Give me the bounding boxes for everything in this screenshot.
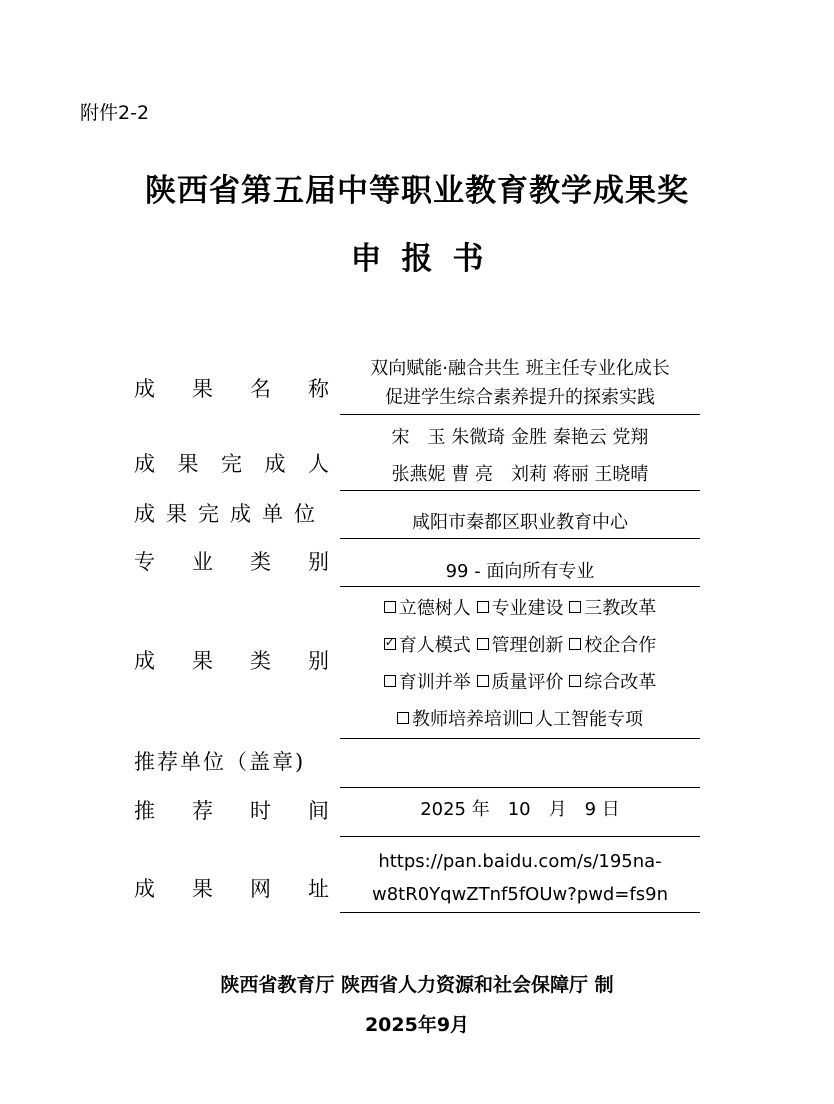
category-row (340, 701, 700, 738)
category-option-zhiliang[interactable] (477, 672, 564, 693)
label-char: 果 (192, 377, 213, 401)
document-subtitle: 申报书 (350, 241, 504, 277)
recommending-unit-label (134, 746, 329, 776)
label-char: 类 (250, 550, 271, 574)
category-row (340, 664, 700, 701)
option-label: 三教改革 (584, 598, 657, 619)
achievement-url-value[interactable] (340, 843, 700, 913)
label-char: 荐 (192, 799, 213, 823)
checkbox-icon[interactable] (384, 675, 396, 687)
issuer-footer: 陕西省教育厅 陕西省人力资源和社会保障厅 制 (220, 974, 614, 996)
issue-date: 2025年9月 (364, 1014, 470, 1036)
underline (340, 836, 700, 837)
underline (340, 787, 700, 788)
label-char: 别 (308, 550, 329, 574)
label-char: 类 (250, 649, 271, 673)
underline (340, 912, 700, 913)
option-label: 综合改革 (584, 672, 657, 693)
underline (340, 414, 700, 415)
underline (340, 738, 700, 739)
category-option-sanjiao[interactable] (569, 598, 656, 619)
label-char: 推 (134, 799, 155, 823)
checkbox-icon[interactable] (397, 712, 409, 724)
achievement-url-label (134, 873, 329, 903)
completers-line: 宋 玉 朱微琦 金胜 秦艳云 党翔 (391, 427, 649, 448)
achievement-url-line[interactable]: w8tR0YqwZTnf5fOUw?pwd=fs9n (371, 884, 669, 905)
label-char: 果 (192, 649, 213, 673)
label-char: 别 (308, 649, 329, 673)
completers-label (134, 448, 329, 478)
attachment-label: 附件2-2 (80, 102, 150, 124)
category-option-jiaoshi[interactable] (397, 709, 520, 730)
label-char: 完 (221, 452, 242, 476)
document-title: 陕西省第五届中等职业教育教学成果奖 (145, 173, 689, 209)
recommend-time-label (134, 795, 329, 825)
option-label: 管理创新 (491, 635, 564, 656)
category-option-zonghe[interactable] (569, 672, 656, 693)
checkbox-icon[interactable] (384, 601, 396, 613)
achievement-category-options (340, 590, 700, 738)
achievement-url-line[interactable]: https://pan.baidu.com/s/195na- (378, 851, 662, 872)
achievement-name-value (340, 350, 700, 416)
label-char: 网 (250, 877, 271, 901)
major-category-label (134, 546, 329, 576)
achievement-name-line: 双向赋能·融合共生 班主任专业化成长 (370, 358, 670, 379)
option-label: 人工智能专项 (535, 709, 643, 730)
checkbox-icon[interactable] (477, 638, 489, 650)
option-label: 质量评价 (491, 672, 564, 693)
label-char: 成 (134, 877, 155, 901)
underline (340, 586, 700, 587)
label-char: 成 (264, 452, 286, 476)
label-char: 称 (308, 377, 329, 401)
category-row (340, 627, 700, 664)
completing-unit-label (134, 498, 329, 528)
label-char: 专 (134, 550, 155, 574)
category-option-guanli[interactable] (477, 635, 564, 656)
major-category-value: 99 - 面向所有专业 (445, 561, 595, 582)
recommending-unit-label-text: 推荐单位（盖章) (134, 750, 306, 774)
label-char: 成 (134, 649, 155, 673)
label-char: 业 (192, 550, 213, 574)
checkbox-icon[interactable] (477, 675, 489, 687)
label-char: 人 (308, 452, 329, 476)
label-char: 时 (250, 799, 271, 823)
category-option-ai[interactable] (520, 709, 643, 730)
achievement-name-line: 促进学生综合素养提升的探索实践 (385, 387, 655, 408)
label-char: 址 (308, 877, 329, 901)
achievement-name-label (134, 373, 329, 403)
achievement-category-label (134, 645, 329, 675)
category-option-lide[interactable] (384, 598, 471, 619)
option-label: 教师培养培训 (412, 709, 520, 730)
label-char: 成 (134, 377, 155, 401)
underline (340, 490, 700, 491)
option-label: 育训并举 (398, 672, 471, 693)
checkbox-checked-icon[interactable] (384, 638, 396, 650)
option-label: 立德树人 (398, 598, 471, 619)
option-label: 育人模式 (398, 635, 471, 656)
category-row (340, 590, 700, 627)
label-char: 间 (308, 799, 329, 823)
category-option-yuxun[interactable] (384, 672, 471, 693)
label-char: 果 (177, 452, 199, 476)
label-char: 成 (134, 452, 155, 476)
checkbox-icon[interactable] (477, 601, 489, 613)
completers-value (340, 419, 700, 493)
category-option-zhuanye[interactable] (477, 598, 564, 619)
option-label: 专业建设 (491, 598, 564, 619)
completing-unit-label-text: 成果完成单位 (134, 502, 326, 526)
completers-line: 张燕妮 曹 亮 刘莉 蒋丽 王晓晴 (391, 464, 649, 485)
recommend-time-value: 2025 年 10 月 9 日 (420, 799, 620, 820)
category-option-xiaoqi[interactable] (569, 635, 656, 656)
checkbox-icon[interactable] (520, 712, 532, 724)
completing-unit-value: 咸阳市秦都区职业教育中心 (412, 512, 628, 533)
label-char: 名 (250, 377, 271, 401)
checkbox-icon[interactable] (569, 601, 581, 613)
checkbox-icon[interactable] (569, 675, 581, 687)
category-option-yuren[interactable] (384, 635, 471, 656)
option-label: 校企合作 (584, 635, 657, 656)
label-char: 果 (192, 877, 213, 901)
underline (340, 538, 700, 539)
checkbox-icon[interactable] (569, 638, 581, 650)
